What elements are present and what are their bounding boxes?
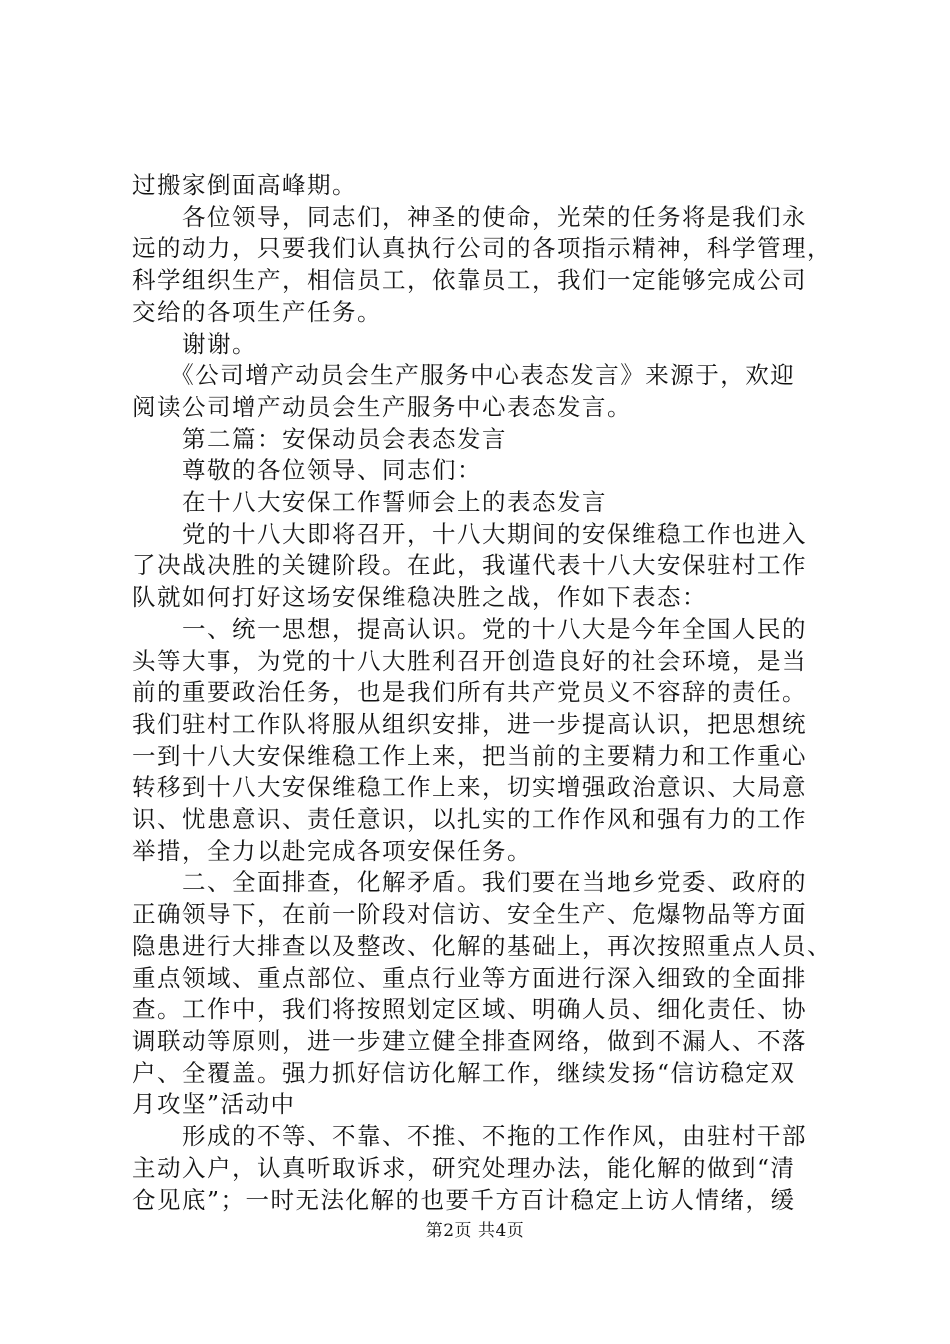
text-line: 头等大事，为党的十八大胜利召开创造良好的社会环境，是当: [132, 646, 807, 675]
text-line: 仓见底”；一时无法化解的也要千方百计稳定上访人情绪，缓: [132, 1185, 796, 1214]
text-line: 识、忧患意识、责任意识，以扎实的工作作风和强有力的工作: [132, 805, 807, 834]
text-line: 前的重要政治任务，也是我们所有共产党员义不容辞的责任。: [132, 678, 807, 707]
text-line: 交给的各项生产任务。: [132, 297, 382, 326]
text-line: 阅读公司增产动员会生产服务中心表态发言。: [132, 392, 632, 421]
text-line: 隐患进行大排查以及整改、化解的基础上，再次按照重点人员、: [132, 931, 832, 960]
text-line: 我们驻村工作队将服从组织安排，进一步提高认识，把思想统: [132, 709, 807, 738]
text-line: 队就如何打好这场安保维稳决胜之战，作如下表态：: [132, 583, 707, 612]
text-line: 一、统一思想，提高认识。党的十八大是今年全国人民的: [132, 614, 807, 643]
text-line: 转移到十八大安保维稳工作上来，切实增强政治意识、大局意: [132, 773, 807, 802]
page-number-footer: 第2页 共4页: [425, 1221, 525, 1241]
text-line: 月攻坚”活动中: [132, 1090, 296, 1119]
text-line: 形成的不等、不靠、不推、不拖的工作作风，由驻村干部: [132, 1122, 807, 1151]
text-line: 二、全面排查，化解矛盾。我们要在当地乡党委、政府的: [132, 868, 807, 897]
text-line: 过搬家倒面高峰期。: [132, 171, 357, 199]
text-line: 主动入户，认真听取诉求，研究处理办法，能化解的做到“清: [132, 1153, 796, 1182]
text-line: 远的动力，只要我们认真执行公司的各项指示精神，科学管理，: [132, 234, 832, 263]
text-line: 了决战决胜的关键阶段。在此，我谨代表十八大安保驻村工作: [132, 551, 807, 580]
text-line: 正确领导下，在前一阶段对信访、安全生产、危爆物品等方面: [132, 900, 807, 929]
text-line: 《公司增产动员会生产服务中心表态发言》来源于，欢迎: [132, 361, 796, 390]
text-line: 一到十八大安保维稳工作上来，把当前的主要精力和工作重心: [132, 741, 807, 770]
document-body: [132, 170, 832, 1216]
text-line: 尊敬的各位领导、同志们：: [132, 456, 482, 485]
text-line: 户、全覆盖。强力抓好信访化解工作，继续发扬“信访稳定双: [132, 1058, 796, 1087]
text-line: 调联动等原则，进一步建立健全排查网络，做到不漏人、不落: [132, 1026, 807, 1055]
text-line: 举措，全力以赴完成各项安保任务。: [132, 836, 532, 865]
text-line: 党的十八大即将召开，十八大期间的安保维稳工作也进入: [132, 519, 807, 548]
text-line: 各位领导，同志们，神圣的使命，光荣的任务将是我们永: [132, 202, 807, 231]
text-line: 在十八大安保工作誓师会上的表态发言: [132, 488, 607, 517]
section-heading: 第二篇：安保动员会表态发言: [132, 424, 507, 453]
text-line: 查。工作中，我们将按照划定区域、明确人员、细化责任、协: [132, 995, 807, 1024]
text-line: 科学组织生产，相信员工，依靠员工，我们一定能够完成公司: [132, 266, 807, 295]
text-line: 重点领域、重点部位、重点行业等方面进行深入细致的全面排: [132, 963, 807, 992]
text-line: 谢谢。: [132, 329, 257, 358]
